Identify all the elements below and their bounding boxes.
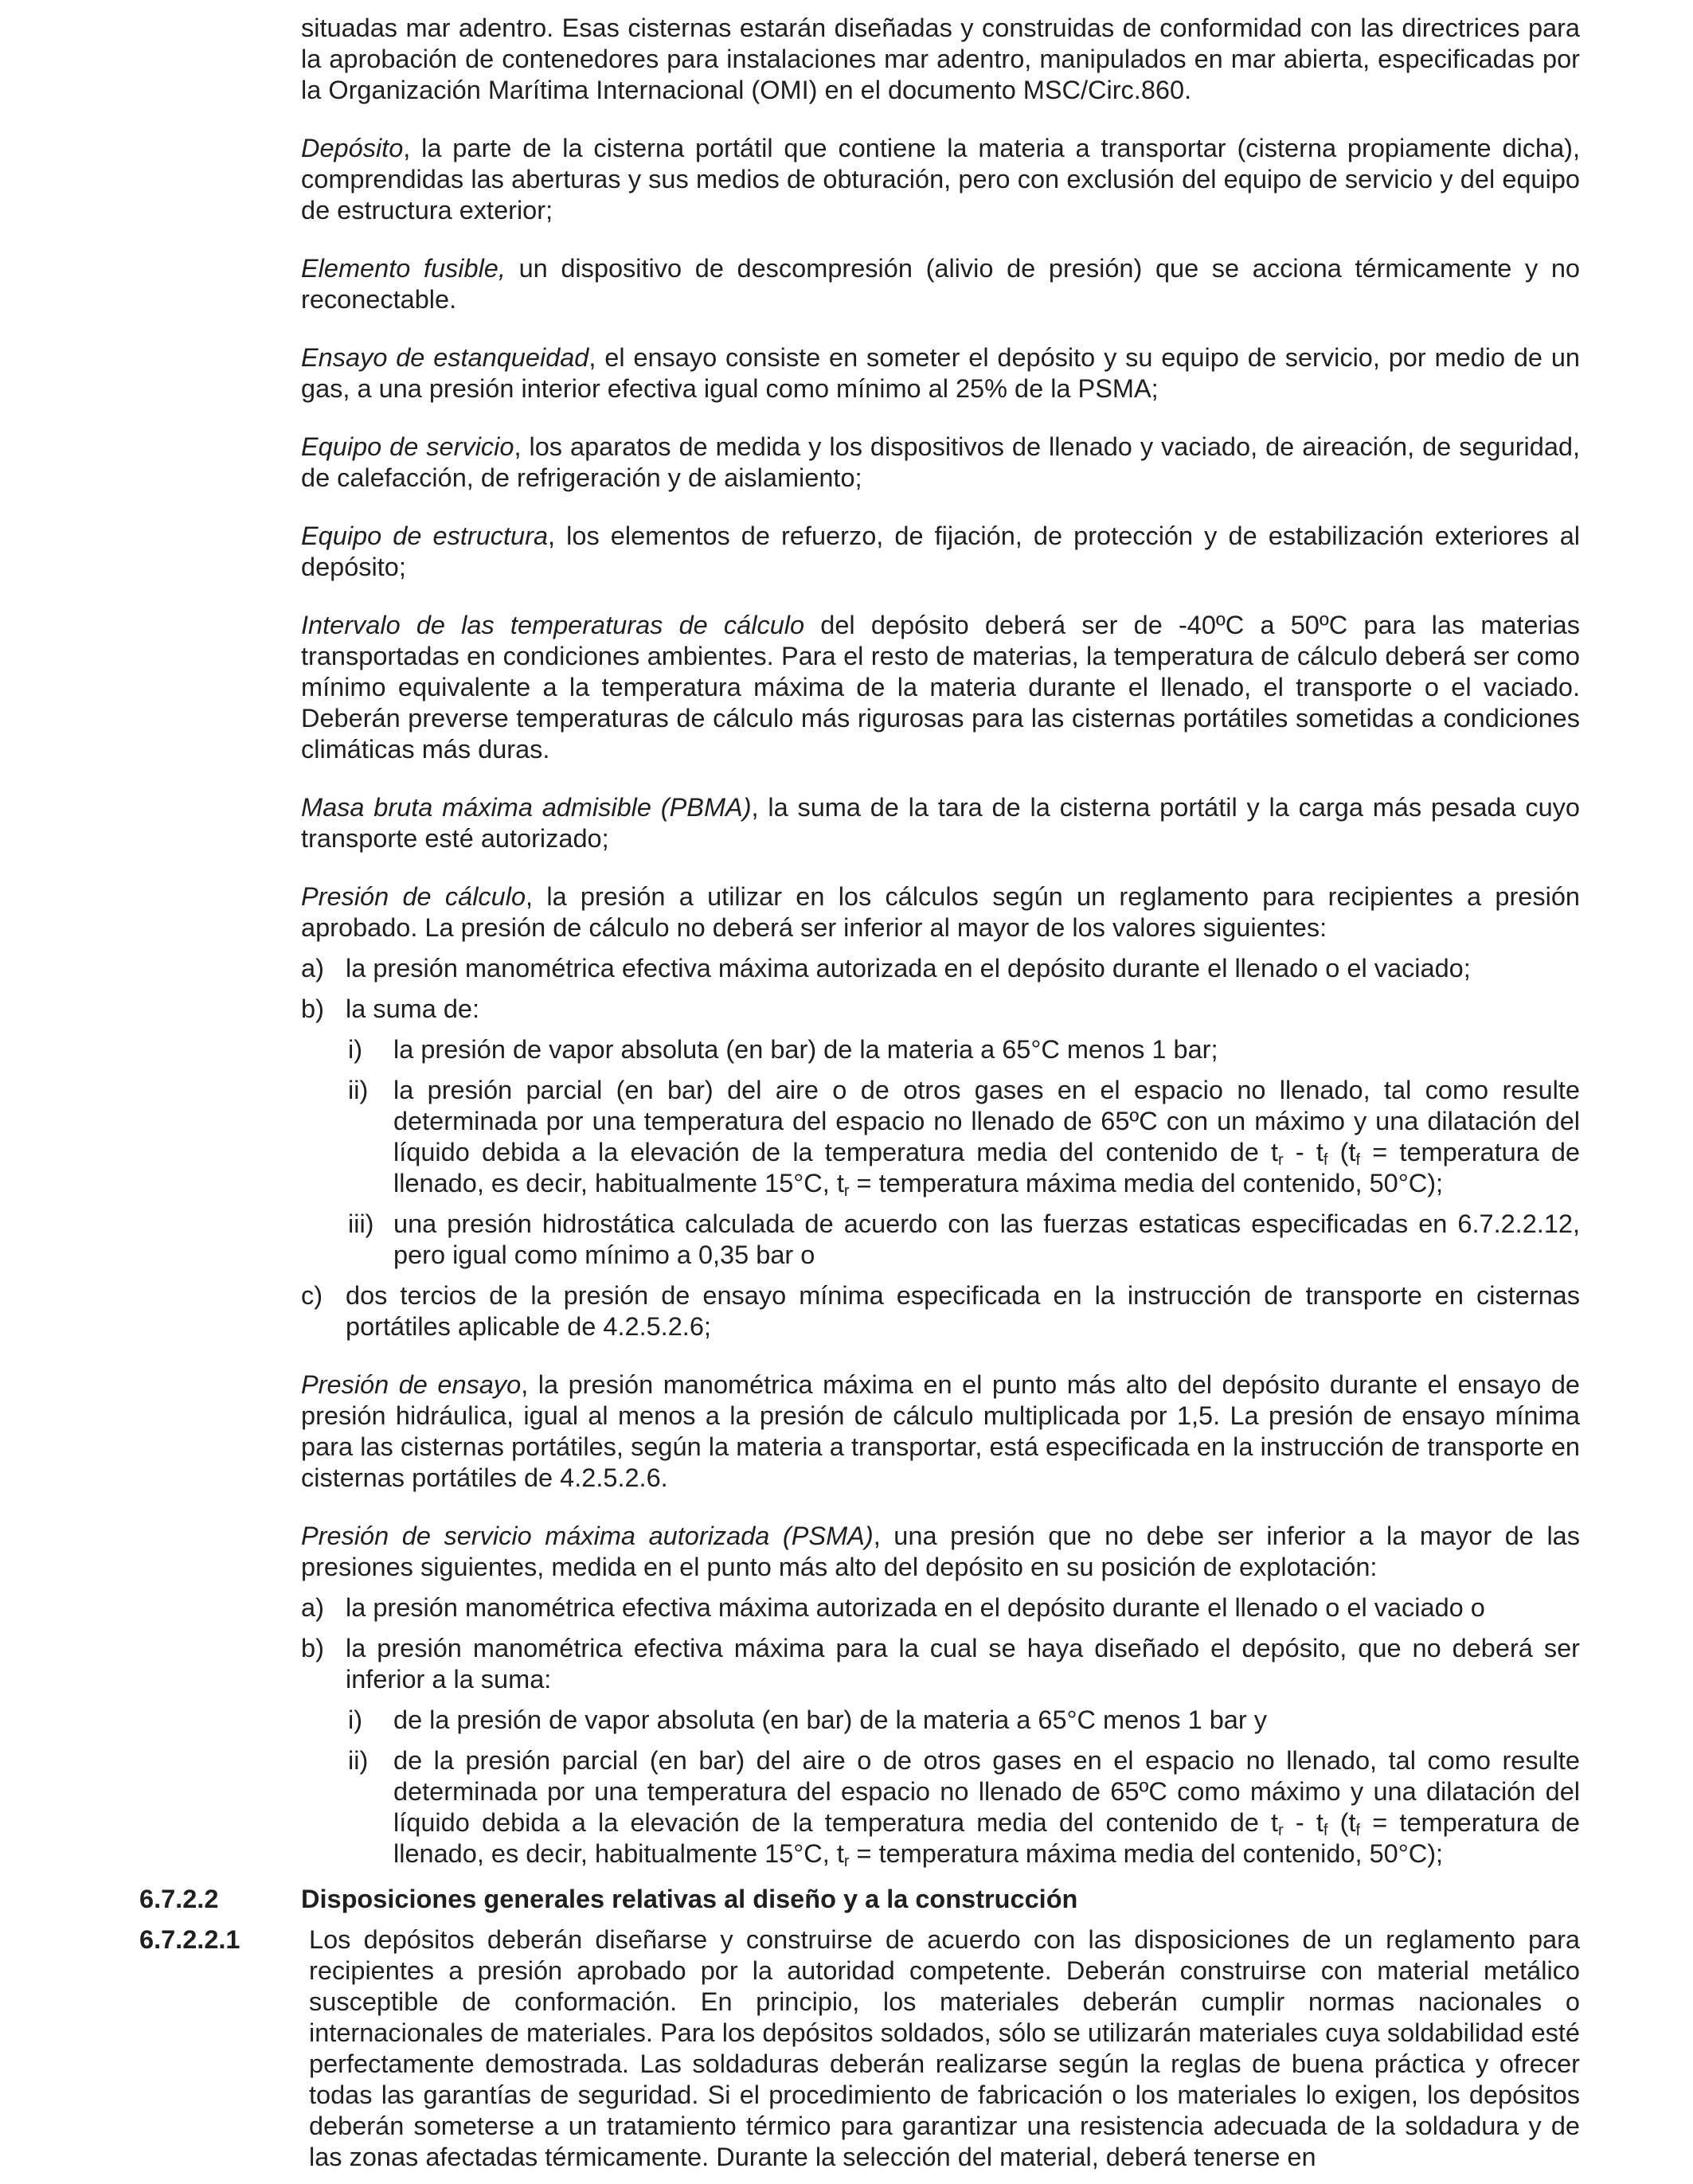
list-text: - t xyxy=(1283,1808,1324,1837)
subsection-row xyxy=(139,1924,1580,2173)
definition-term: Elemento fusible, xyxy=(301,254,506,283)
definition-text: , la parte de la cisterna portátil que contiene la materia a transportar (cisterna propiamente dicha), comprendidas las aberturas y sus medios de obturación, pero con exclusión del equipo de servicio y del equipo de estructura exterior; xyxy=(301,134,1580,225)
list-text: una presión hidrostática calculada de acuerdo con las fuerzas estaticas especificadas en 6.7.2.2.12, pero igual como mínimo a 0,35 bar o xyxy=(393,1209,1580,1269)
list-label: a) xyxy=(301,1593,324,1622)
definition-text: , una presión que no debe ser inferior a la mayor de las presiones siguientes, medida en el punto más alto del depósito en su posición de explotación: xyxy=(301,1522,1580,1581)
definition-text: del depósito deberá ser de -40ºC a 50ºC para las materias transportadas en condiciones ambientes. Para el resto de materias, la temperatura de cálculo deberá ser como mínimo equivalente a la temperatura máxima de la materia durante el llenado, el transporte o el vaciado. Deberán preverse temperaturas de cálculo más rigurosas para las cisternas portátiles sometidas a condiciones climáticas más duras. xyxy=(301,611,1580,764)
list-label: a) xyxy=(301,954,324,983)
list-item-c xyxy=(301,1280,1580,1342)
definition-term: Presión de ensayo xyxy=(301,1370,522,1399)
subsection-text: Los depósitos deberán diseñarse y construirse de acuerdo con las disposiciones de un reglamento para recipientes a presión aprobado por la autoridad competente. Deberán construirse con material metálico susceptible de conformación. En principio, los materiales deberán cumplir normas nacionales o internacionales de materiales. Para los depósitos soldados, sólo se utilizarán materiales cuya soldabilidad esté perfectamente demostrada. Las soldaduras deberán realizarse según la reglas de buena práctica y ofrecer todas las garantías de seguridad. Si el procedimiento de fabricación o los materiales lo exigen, los depósitos deberán someterse a un tratamiento térmico para garantizar una resistencia adecuada de la soldadura y de las zonas afectadas térmicamente. Durante la selección del material, deberá tenerse en xyxy=(309,1925,1580,2171)
list-text: la presión parcial (en bar) del aire o de otros gases en el espacio no llenado, tal como resulte determinada por una temperatura del espacio no llenado de 65ºC con un máximo y una dilatación del líquido debida a la elevación de la temperatura media del contenido de t xyxy=(393,1076,1580,1166)
definition-ensayo-estanqueidad xyxy=(301,342,1580,404)
list-label: iii) xyxy=(348,1209,374,1238)
list-text: dos tercios de la presión de ensayo mínima especificada en la instrucción de transporte en cisternas portátiles aplicable de 4.2.5.2.6; xyxy=(346,1281,1580,1341)
definition-presion-ensayo xyxy=(301,1369,1580,1494)
list-label: i) xyxy=(348,1705,363,1734)
list-label: ii) xyxy=(348,1746,369,1775)
definition-text: , la presión manométrica máxima en el punto más alto del depósito durante el ensayo de presión hidráulica, igual al menos a la presión de cálculo multiplicada por 1,5. La presión de ensayo mínima para las cisternas portátiles, según la materia a transportar, está especificada en la instrucción de transporte en cisternas portátiles de 4.2.5.2.6. xyxy=(301,1370,1580,1492)
definition-lead xyxy=(301,881,1580,944)
definition-masa-bruta xyxy=(301,792,1580,854)
subscript: r xyxy=(1277,1822,1284,1839)
definition-term: Equipo de servicio xyxy=(301,432,514,461)
subsection-number: 6.7.2.2.1 xyxy=(139,1925,240,1954)
list-text: la suma de: xyxy=(346,994,480,1023)
list-text: de la presión parcial (en bar) del aire o de otros gases en el espacio no llenado, tal como resulte determinada por una temperatura del espacio no llenado de 65ºC como máximo y una dilatación del líquido debida a la elevación de la temperatura media del contenido de t xyxy=(393,1746,1580,1837)
definition-equipo-estructura xyxy=(301,521,1580,583)
list-label: c) xyxy=(301,1281,323,1310)
list-label: ii) xyxy=(348,1076,369,1104)
list-text: = temperatura máxima media del contenido, 50°C); xyxy=(849,1839,1444,1868)
list-text: (t xyxy=(1327,1808,1356,1837)
subscript: f xyxy=(1323,1151,1328,1169)
definition-text: un dispositivo de descompresión (alivio de presión) que se acciona térmicamente y no reconectable. xyxy=(301,254,1580,314)
definition-term: Presión de cálculo xyxy=(301,882,526,911)
list-item-a xyxy=(301,1592,1580,1623)
subscript: r xyxy=(843,1182,850,1200)
definition-text: , la presión a utilizar en los cálculos según un reglamento para recipientes a presión aprobado. La presión de cálculo no deberá ser inferior al mayor de los valores siguientes: xyxy=(301,882,1580,942)
definition-term: Masa bruta máxima admisible (PBMA) xyxy=(301,793,752,822)
subscript: f xyxy=(1355,1822,1361,1839)
list-label: b) xyxy=(301,994,324,1023)
list-text: = temperatura de llenado, es decir, habitualmente 15°C, t xyxy=(393,1138,1580,1197)
subscript: r xyxy=(843,1853,850,1870)
list-item-b-iii xyxy=(301,1209,1580,1271)
list-item-b xyxy=(301,1633,1580,1695)
list-text: = temperatura de llenado, es decir, habitualmente 15°C, t xyxy=(393,1808,1580,1868)
definition-term: Ensayo de estanqueidad xyxy=(301,343,589,372)
definition-equipo-servicio xyxy=(301,432,1580,494)
definition-psma xyxy=(301,1521,1580,1869)
list-text: - t xyxy=(1283,1138,1324,1166)
list-text: (t xyxy=(1327,1138,1356,1166)
list-text: la presión manométrica efectiva máxima autorizada en el depósito durante el llenado o el vaciado o xyxy=(346,1593,1485,1622)
definition-text: , los aparatos de medida y los dispositivos de llenado y vaciado, de aireación, de seguridad, de calefacción, de refrigeración y de aislamiento; xyxy=(301,432,1581,492)
list-item-a xyxy=(301,953,1580,984)
list-text: la presión manométrica efectiva máxima para la cual se haya diseñado el depósito, que no deberá ser inferior a la suma: xyxy=(346,1634,1580,1694)
list-label: b) xyxy=(301,1634,324,1662)
definition-intervalo-temperaturas xyxy=(301,610,1580,765)
list-text: la presión manométrica efectiva máxima autorizada en el depósito durante el llenado o el vaciado; xyxy=(346,954,1471,983)
definition-text: , la suma de la tara de la cisterna portátil y la carga más pesada cuyo transporte esté autorizado; xyxy=(301,793,1580,853)
section-number: 6.7.2.2 xyxy=(139,1885,219,1913)
subscript: f xyxy=(1355,1151,1361,1169)
list-text: de la presión de vapor absoluta (en bar) de la materia a 65°C menos 1 bar y xyxy=(393,1705,1267,1734)
list-item-b-ii xyxy=(301,1075,1580,1199)
subscript: r xyxy=(1277,1151,1284,1169)
definition-text: , los elementos de refuerzo, de fijación, de protección y de estabilización exteriores al depósito; xyxy=(301,522,1580,581)
list-label: i) xyxy=(348,1035,363,1064)
list-item-b xyxy=(301,994,1580,1025)
definition-term: Equipo de estructura xyxy=(301,522,549,550)
list-text: = temperatura máxima media del contenido, 50°C); xyxy=(849,1169,1444,1197)
definition-term: Presión de servicio máxima autorizada (PSMA) xyxy=(301,1522,874,1550)
definition-term: Depósito xyxy=(301,134,404,162)
section-heading: Disposiciones generales relativas al diseño y a la construcción xyxy=(301,1885,1078,1913)
definition-presion-calculo xyxy=(301,881,1580,1342)
definition-elemento-fusible xyxy=(301,253,1580,315)
list-item-b-ii xyxy=(301,1745,1580,1869)
body-column xyxy=(301,13,1580,1869)
definition-lead xyxy=(301,1521,1580,1583)
intro-paragraph: situadas mar adentro. Esas cisternas estarán diseñadas y construidas de conformidad con las directrices para la aprobación de contenedores para instalaciones mar adentro, manipulados en mar abierta, especificadas por la Organización Marítima Internacional (OMI) en el documento MSC/Circ.860. xyxy=(301,14,1580,104)
list-text: la presión de vapor absoluta (en bar) de la materia a 65°C menos 1 bar; xyxy=(393,1035,1218,1064)
subscript: f xyxy=(1323,1822,1328,1839)
list-item-b-i xyxy=(301,1034,1580,1065)
definition-deposito xyxy=(301,133,1580,226)
definition-term: Intervalo de las temperaturas de cálculo xyxy=(301,611,805,639)
list-item-b-i xyxy=(301,1705,1580,1736)
definition-text: , el ensayo consiste en someter el depósito y su equipo de servicio, por medio de un gas, a una presión interior efectiva igual como mínimo al 25% de la PSMA; xyxy=(301,343,1580,403)
